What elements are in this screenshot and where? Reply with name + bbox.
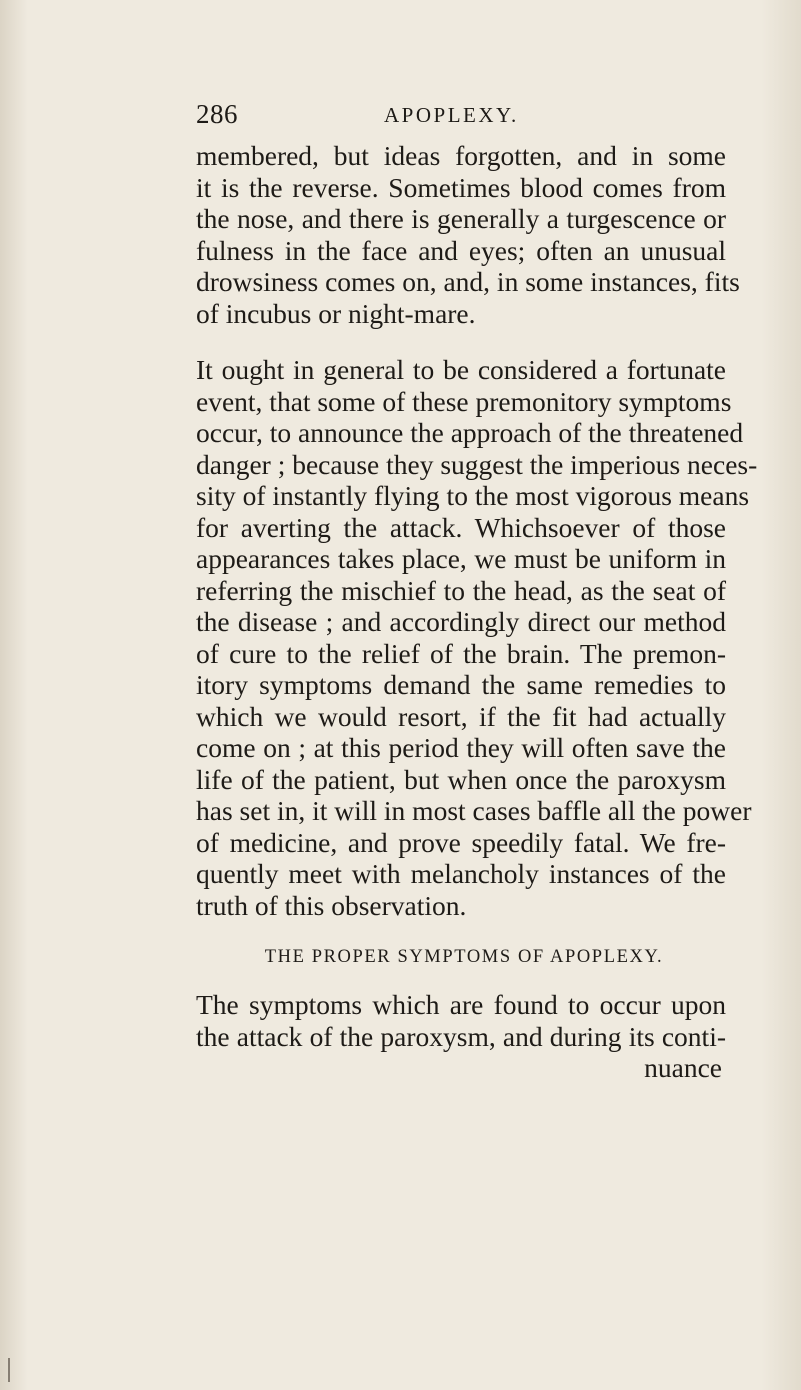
text-line: appearances takes place, we must be uniform in — [196, 543, 726, 574]
text-line: itory symptoms demand the same remedies to — [196, 669, 726, 700]
text-line: referring the mischief to the head, as the seat of — [196, 574, 726, 606]
page-edge-mark — [8, 1358, 24, 1382]
text-line: the attack of the paroxysm, and during its conti- — [196, 1020, 726, 1052]
page-header — [196, 99, 756, 131]
text-line: it is the reverse. Sometimes blood comes from — [196, 171, 726, 203]
text-line: life of the patient, but when once the paroxysm — [196, 763, 726, 795]
text-line: the nose, and there is generally a turgescence or — [196, 203, 726, 234]
text-line: of cure to the relief of the brain. The premon- — [196, 637, 726, 669]
running-head: APOPLEXY. — [384, 103, 519, 127]
paragraph-continuation — [196, 140, 740, 329]
text-line: for averting the attack. Whichsoever of those — [196, 511, 726, 543]
text-line: quently meet with melancholy instances of the — [196, 858, 726, 889]
text-line: danger ; because they suggest the imperious neces- — [196, 448, 758, 480]
text-line: The symptoms which are found to occur upon — [196, 989, 726, 1020]
text-line: the disease ; and accordingly direct our method — [196, 606, 726, 637]
paragraph-premonitory — [196, 354, 758, 921]
text-line: fulness in the face and eyes; often an unusual — [196, 234, 726, 266]
text-line: has set in, it will in most cases baffle all the power — [196, 795, 752, 826]
text-line: membered, but ideas forgotten, and in some — [196, 140, 726, 171]
text-line: event, that some of these premonitory symptoms — [196, 385, 732, 417]
text-line: It ought in general to be considered a fortunate — [196, 354, 726, 385]
section-heading: THE PROPER SYMPTOMS OF APOPLEXY. — [264, 947, 664, 967]
catchword: nuance — [644, 1052, 722, 1083]
body-text — [196, 140, 758, 1084]
text-line: sity of instantly flying to the most vigorous means — [196, 480, 750, 511]
text-line: of incubus or night-mare. — [196, 297, 476, 329]
text-line: drowsiness comes on, and, in some instances, fits — [196, 266, 740, 297]
text-line: of medicine, and prove speedily fatal. We fre- — [196, 826, 726, 858]
paragraph-symptoms — [196, 989, 726, 1052]
text-line: come on ; at this period they will often save the — [196, 732, 726, 763]
text-line: truth of this observation. — [196, 889, 467, 921]
text-line: occur, to announce the approach of the threatened — [196, 417, 744, 448]
text-line: which we would resort, if the fit had actually — [196, 700, 726, 732]
page-number: 286 — [196, 99, 238, 129]
